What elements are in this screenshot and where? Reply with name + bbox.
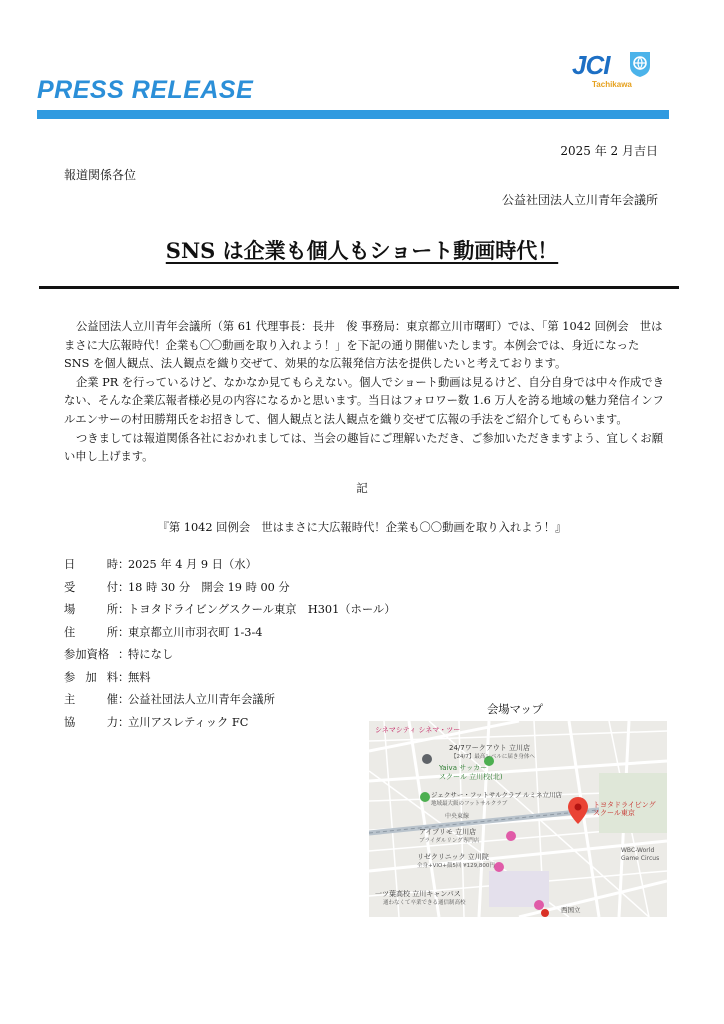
detail-row: 主 催 ： 公益社団法人立川青年会議所: [64, 691, 396, 714]
detail-label: 参加資格: [64, 648, 110, 661]
detail-label: 協 力: [64, 715, 118, 729]
header-bar: [37, 110, 669, 119]
detail-row: 参加資格 ： 特になし: [64, 646, 396, 669]
globe-icon: [628, 50, 652, 78]
detail-label: 場 所: [64, 603, 118, 616]
detail-label: 日 時: [64, 558, 118, 571]
detail-row: 受 付 ： 18 時 30 分 開会 19 時 00 分: [64, 579, 396, 602]
detail-value: トヨタドライビングスクール東京 H301（ホール）: [128, 603, 396, 616]
press-release-title: PRESS RELEASE: [37, 76, 254, 104]
map-place: ブライダルリング専門店: [419, 838, 480, 844]
headline-text: SNS は企業も個人もショート動画時代！: [165, 238, 559, 263]
map-place: Yaiva サッカー: [439, 764, 488, 772]
map-place: 中央東線: [445, 813, 470, 820]
event-details: [64, 556, 396, 736]
divider-rule: [39, 286, 679, 289]
addressee: 報道関係各位: [64, 168, 137, 182]
detail-label: 参 加 料: [64, 670, 118, 684]
logo-subtitle: Tachikawa: [592, 80, 632, 89]
ki-heading: 記: [356, 481, 368, 495]
detail-value: 特になし: [128, 648, 174, 661]
map-place: シネマシティ シネマ・ツー: [375, 726, 461, 734]
map-place: 24/7ワークアウト 立川店: [449, 744, 530, 752]
map-place: 地域最大級のフットサルクラブ: [431, 801, 508, 807]
organization: 公益社団法人立川青年会議所: [501, 193, 658, 207]
detail-row: 日 時 ： 2025 年 4 月 9 日（水）: [64, 556, 396, 579]
map-label: 会場マップ: [487, 703, 544, 716]
map-place: 一ツ葉高校 立川キャンパス: [375, 890, 461, 898]
detail-label: 住 所: [64, 625, 118, 639]
detail-label: 主 催: [64, 693, 118, 706]
body-text: [64, 318, 664, 467]
detail-row: 参 加 料 ： 無料: [64, 669, 396, 692]
paragraph: つきましては報道関係各社におかれましては、当会の趣旨にご理解いただき、ご参加いただきますよう、宜しくお願い申し上げます。: [64, 431, 663, 464]
logo-text: JCI: [572, 50, 610, 80]
detail-row: 協 力 ： 立川アスレティック FC: [64, 714, 396, 737]
detail-row: 住 所 ： 東京都立川市羽衣町 1-3-4: [64, 624, 396, 647]
detail-value: 18 時 30 分 開会 19 時 00 分: [128, 580, 290, 594]
paragraph: 公益団法人立川青年会議所（第 61 代理事長：長井 俊 事務局：東京都立川市曙町）では、「第 1042 回例会 世はまさに大広報時代！企業も〇〇動画を取り入れよう！」を下記の通り開催いたします。本例会では、身近になった SNS を個人観点、法人観点を織り交ぜて、効果的な広報発信方法を提供したいと考えております。: [64, 320, 663, 371]
paragraph: 企業 PR を行っているけど、なかなか見てもらえない。個人でショート動画は見るけど、自分自身では中々作成できない、そんな企業広報者様必見の内容になるかと思います。当日はフォロワー数 1.6 万人を誇る地域の魅力発信インフルエンサーの村田勝翔氏をお招きして、個人観点と法人観点を織り交ぜて広報の手法をご紹介してもらいます。: [64, 375, 664, 426]
venue-map[interactable]: [369, 721, 667, 917]
map-place: 西国立: [561, 906, 581, 914]
map-place: アイプリモ 立川店: [419, 828, 477, 836]
detail-row: 場 所 ： トヨタドライビングスクール東京 H301（ホール）: [64, 601, 396, 624]
map-place: 全身+VIO+顔5回 ¥129,800円: [417, 863, 495, 869]
jci-logo: [572, 50, 662, 94]
detail-value: 公益社団法人立川青年会議所: [128, 693, 275, 706]
detail-value: 東京都立川市羽衣町 1-3-4: [128, 625, 263, 639]
headline: [0, 235, 724, 265]
map-place: WBC-World Game Circus: [621, 847, 660, 862]
venue-place: トヨタドライビングスクール東京: [593, 801, 656, 817]
map-place: 通わなくて卒業できる通信制高校: [383, 900, 466, 906]
detail-value: 立川アスレティック FC: [128, 715, 249, 729]
detail-value: 無料: [128, 670, 151, 684]
detail-label: 受 付: [64, 580, 118, 594]
map-place: ジェクサー・フットサルクラブ ルミネ立川店: [431, 791, 563, 799]
map-place: リゼクリニック 立川院: [417, 853, 489, 861]
map-place: 【24/7】最高レベルに届き身体へ: [451, 754, 535, 760]
release-date: 2025 年 2 月吉日: [560, 144, 658, 158]
event-title: 『第 1042 回例会 世はまさに大広報時代！企業も〇〇動画を取り入れよう！』: [157, 521, 567, 534]
detail-value: 2025 年 4 月 9 日（水）: [128, 558, 257, 571]
map-place: スクール 立川校(北): [439, 773, 503, 781]
